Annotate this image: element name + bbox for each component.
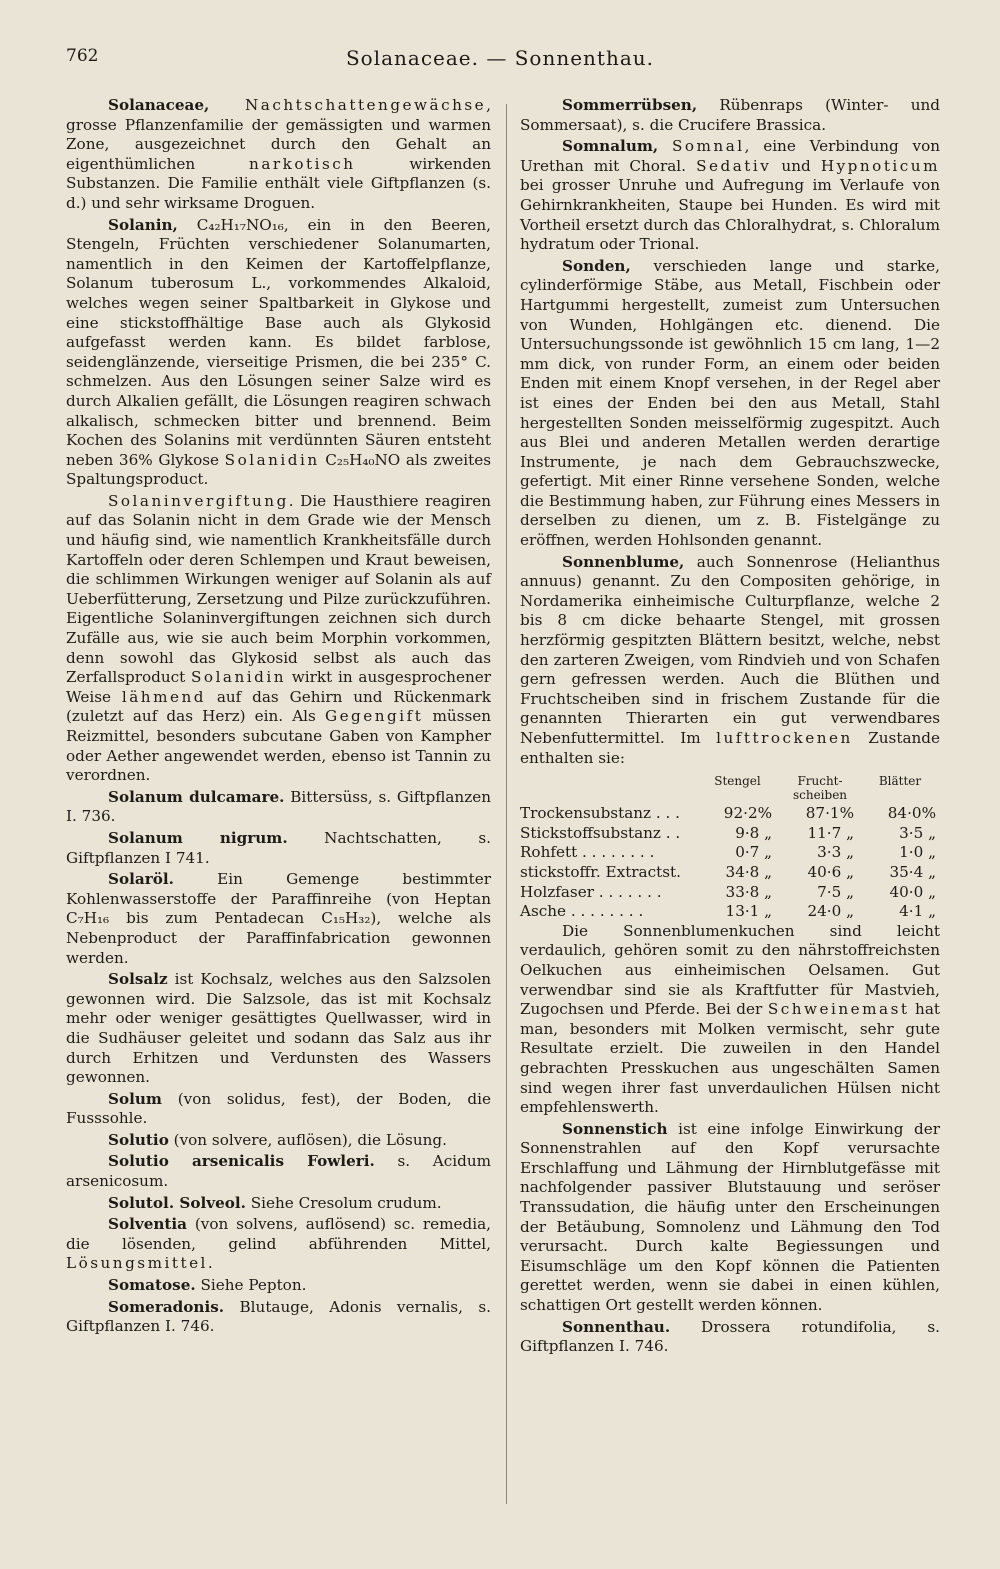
table-cell: 1·0 „	[899, 843, 936, 862]
entry-headword: Solsalz	[108, 970, 168, 989]
entry-text: Nachtschatten, s. Giftpflanzen I 741.	[66, 828, 491, 867]
table-cell: 40·6 „	[807, 862, 854, 881]
table-cell: 40·0 „	[889, 882, 936, 901]
entry-text: Zustande enthalten sie:	[520, 729, 941, 767]
dictionary-entry	[520, 96, 940, 135]
emphasized-text: Schweinemast	[767, 1000, 910, 1019]
emphasized-text: Lösungsmittel	[66, 1254, 208, 1273]
dictionary-entry	[66, 1090, 491, 1129]
emphasized-text: narkotisch	[249, 154, 356, 173]
dictionary-entry	[66, 1131, 491, 1151]
entry-text: Drossera rotundifolia, s. Giftpflanzen I. 746.	[520, 1317, 940, 1356]
entry-text: . Die Hausthiere reagiren auf das Solanin nicht in dem Grade wie der Mensch und häufig sind, wie namentlich Krankheitsfälle durch Kartoffeln oder deren Schlempen und Kraut beweisen, die schlimmen Wirkungen weniger auf Solanin als auf Ueberfütterung, Zersetzung und Pilze zurückzuführen. Eigentliche Solaninvergiftungen zeichnen sich durch Zufälle aus, wie sie auch beim Morphin vorkommen, denn sowohl das Glykosid selbst als auch das Zerfallsproduct	[66, 491, 491, 687]
table-row-label: stickstoffr. Extractst.	[520, 862, 681, 881]
entry-text	[658, 137, 672, 155]
entry-text: Die Sonnenblumenkuchen sind leicht verdaulich, gehören somit zu den nährstoffreichsten Oelkuchen aus einheimischen Oelsamen. Gut verwendbar sind sie als Kraftfutter für Mastvieh, Zugochsen und Pferde. Bei der	[520, 921, 940, 1019]
entry-headword: Sonnenthau.	[562, 1317, 671, 1336]
entry-text: und	[771, 156, 821, 175]
table-cell: 3·3 „	[817, 843, 854, 862]
entry-headword: Solanum dulcamare.	[108, 787, 285, 806]
entry-text: Siehe Pepton.	[195, 1276, 307, 1295]
running-title: Solanaceae. — Sonnenthau.	[345, 46, 655, 70]
dictionary-entry	[520, 257, 940, 551]
table-cell: 11·7 „	[807, 823, 854, 842]
table-row	[520, 824, 940, 844]
entry-headword: Solutol. Solveol.	[108, 1193, 246, 1212]
table-cell: 4·1 „	[899, 902, 936, 921]
entry-headword: Solutio arsenicalis Fowleri.	[108, 1152, 375, 1171]
dictionary-entry	[520, 1120, 940, 1316]
table-cell: 24·0 „	[807, 902, 854, 921]
table-cell: 13·1 „	[725, 902, 773, 921]
entry-headword: Solanum nigrum.	[108, 828, 288, 847]
table-column-header: Blätter	[878, 774, 922, 789]
left-column	[66, 96, 491, 1339]
right-column-bottom	[520, 922, 940, 1357]
entry-text	[209, 96, 245, 114]
entry-headword: Somnalum,	[562, 137, 659, 156]
table-row	[520, 902, 940, 922]
emphasized-text: lufttrockenen	[716, 729, 853, 747]
table-cell: 9·8 „	[735, 823, 773, 842]
emphasized-text: Hypnoticum	[820, 156, 940, 175]
entry-headword: Sonden,	[562, 256, 631, 275]
table-cell: 84·0%	[887, 804, 936, 823]
entry-headword: Sonnenblume,	[562, 552, 685, 571]
dictionary-entry	[66, 788, 491, 827]
dictionary-entry	[66, 1298, 491, 1337]
emphasized-text: Gegengift	[324, 707, 424, 726]
entry-text: auf das Gehirn und Rückenmark (zuletzt auf das Herz) ein. Als	[66, 687, 492, 726]
table-cell: 7·5 „	[817, 882, 854, 901]
dictionary-entry	[66, 1194, 491, 1214]
dictionary-entry	[66, 1215, 491, 1274]
dictionary-entry	[66, 216, 491, 490]
table-column-header: Stengel	[714, 774, 761, 789]
running-head	[66, 46, 934, 76]
entry-text: Ein Gemenge bestimmter Kohlenwasserstoffe der Paraffinreihe (von Heptan C₇H₁₆ bis zum Pentadecan C₁₅H₃₂), welche als Nebenproduct der Paraffinfabrication gewonnen werden.	[66, 870, 491, 967]
dictionary-entry	[66, 1276, 491, 1296]
table-header-spacer	[535, 774, 695, 802]
emphasized-text: Nachtschattengewächse	[244, 96, 487, 114]
table-cell: 35·4 „	[889, 862, 936, 881]
entry-headword: Solanin,	[108, 215, 178, 234]
table-cell: 87·1%	[805, 804, 854, 823]
entry-text: , grosse Pflanzenfamilie der gemässigten und warmen Zone, ausgezeichnet durch den Gehalt an eigenthümlichen	[66, 96, 491, 173]
entry-text: verschieden lange und starke, cylinderförmige Stäbe, aus Metall, Fischbein oder Hartgummi hergestellt, zumeist zum Untersuchen von Wunden, Hohlgängen etc. dienend. Die Untersuchungssonde ist gewöhnlich 15 cm lang, 1—2 mm dick, von runder Form, an einem oder beiden Enden mit einem Knopf versehen, in der Regel aber ist eines der Enden bei den aus Metall, Stahl hergestellten Sonden meisselförmig zugespitzt. Auch aus Blei und anderen Metallen werden derartige Instrumente, je nach dem Gebrauchszwecke, gefertigt. Mit einer Rinne versehene Sonden, welche die Bestimmung haben, zur Führung eines Messers in derselben zu dienen, um z. B. Fistelgänge zu eröffnen, werden Hohlsonden genannt.	[520, 256, 940, 550]
emphasized-text: Solanidin	[224, 450, 320, 469]
entry-text: (von solvens, auflösend) sc. remedia, die lösenden, gelind abführenden Mittel,	[66, 1215, 491, 1253]
entry-text: wirkt in ausgesprochener Weise	[66, 668, 491, 706]
dictionary-entry	[520, 553, 940, 769]
table-row-label: Holzfaser . . . . . . .	[520, 882, 662, 901]
table-row	[520, 863, 940, 883]
table-row-label: Rohfett . . . . . . . .	[520, 843, 655, 862]
dictionary-entry	[520, 922, 940, 1118]
entry-headword: Sommerrübsen,	[562, 96, 698, 114]
table-row-label: Asche . . . . . . . .	[520, 902, 644, 921]
entry-headword: Solaröl.	[108, 870, 174, 889]
entry-text: bei grosser Unruhe und Aufregung im Verlaufe von Gehirnkrankheiten, Staupe bei Hunden. Es wird mit Vortheil ersetzt durch das Chloralhydrat, s. Chloralum hydratum oder Trional.	[520, 176, 940, 254]
entry-text: (von solvere, auflösen), die Lösung.	[168, 1130, 447, 1149]
table-cell: 34·8 „	[725, 862, 773, 881]
emphasized-text: lähmend	[121, 687, 206, 706]
table-cell: 0·7 „	[735, 843, 773, 862]
dictionary-entry	[66, 1152, 491, 1191]
emphasized-text: Solaninvergiftung	[108, 491, 289, 510]
entry-text: .	[207, 1254, 213, 1273]
entry-text: hat man, besonders mit Molken vermischt, sehr gute Resultate erzielt. Die zuweilen in den Handel gebrachten Presskuchen aus ungeschälten Samen sind wegen ihrer fast unverdaulichen Hülsen nicht empfehlenswerth.	[520, 1000, 940, 1117]
dictionary-entry	[66, 96, 491, 214]
dictionary-entry	[520, 1318, 940, 1357]
entry-text: Blutauge, Adonis vernalis, s. Giftpflanzen I. 746.	[66, 1297, 491, 1336]
emphasized-text: Sedativ	[696, 156, 772, 175]
table-row-label: Stickstoffsubstanz . .	[520, 823, 681, 842]
entry-headword: Solanaceae,	[108, 96, 210, 114]
right-column	[520, 96, 940, 1359]
composition-table	[520, 804, 940, 922]
entry-headword: Sonnenstich	[562, 1119, 668, 1138]
entry-text: (von solidus, fest), der Boden, die Fusssohle.	[66, 1089, 491, 1128]
dictionary-entry	[66, 970, 491, 1088]
table-cell: 3·5 „	[899, 823, 936, 842]
table-row	[520, 843, 940, 863]
entry-headword: Someradonis.	[108, 1297, 225, 1316]
entry-text: ist Kochsalz, welches aus den Salzsolen gewonnen wird. Die Salzsole, das ist mit Kochsalz mehr oder weniger gesättigtes Quellwasser, wird in die Sudhäuser geleitet und sodann das Salz aus ihr durch Erhitzen und Verdunsten des Wassers gewonnen.	[66, 970, 491, 1087]
entry-headword: Solum	[108, 1089, 162, 1108]
right-column-top	[520, 96, 940, 768]
entry-text: s. Acidum arsenicosum.	[66, 1152, 492, 1191]
column-divider	[506, 104, 507, 1504]
entry-text: Rübenraps (Winter- und Sommersaat), s. die Crucifere Brassica.	[520, 96, 940, 134]
entry-text: C₄₂H₁₇NO₁₆, ein in den Beeren, Stengeln, Früchten verschiedener Solanumarten, namentlich in den Keimen der Kartoffelpflanze, Solanum tuberosum L., vorkommendes Alkaloid, welches wegen seiner Spaltbarkeit in Glykose und eine stickstoffhältige Base auch als Glykosid aufgefasst werden kann. Es bildet farblose, seidenglänzende, vierseitige Prismen, die bei 235° C. schmelzen. Aus den Lösungen seiner Salze wird es durch Alkalien gefällt, die Lösungen reagiren schwach alkalisch, schmecken bitter und brennend. Beim Kochen des Solanins mit verdünnten Säuren entsteht neben 36% Glykose	[66, 215, 491, 469]
entry-text: müssen Reizmittel, besonders subcutane Gaben von Kampher oder Aether angewendet werden, ebenso ist Tannin zu verordnen.	[66, 707, 492, 785]
table-cell: 33·8 „	[725, 882, 773, 901]
entry-text: Bittersüss, s. Giftpflanzen I. 736.	[66, 787, 491, 826]
emphasized-text: Somnal	[671, 137, 745, 156]
composition-table-block	[520, 774, 940, 922]
entry-text: , eine Verbindung von Urethan mit Choral.	[520, 137, 941, 175]
page-number: 762	[66, 46, 99, 66]
entry-text: C₂₅H₄₀NO als zweites Spaltungsproduct.	[66, 450, 491, 489]
entry-text: ist eine infolge Einwirkung der Sonnenstrahlen auf den Kopf verursachte Erschlaffung und Lähmung der Hirnblutgefässe mit nachfolgender passiver Blutstauung und seröser Transsudation, die häufig unter den Erscheinungen der Betäubung, Somnolenz und Lähmung den Tod verursacht. Durch kalte Begiessungen und Eisumschläge um den Kopf können die Patienten gerettet werden, wenn sie dabei in einen kühlen, schattigen Ort gestellt werden können.	[520, 1119, 940, 1315]
entry-headword: Somatose.	[108, 1276, 196, 1295]
entry-headword: Solventia	[108, 1215, 188, 1234]
dictionary-entry	[66, 870, 491, 968]
emphasized-text: Solanidin	[191, 668, 286, 687]
entry-headword: Solutio	[108, 1130, 169, 1149]
entry-text: auch Sonnenrose (Helianthus annuus) genannt. Zu den Compositen gehörige, in Nordamerika einheimische Culturpflanze, welche 2 bis 8 cm dicke behaarte Stengel, mit grossen herzförmig gespitzten Blättern besitzt, welche, nebst den zarteren Zweigen, vom Rindvieh und von Schafen gern gefressen werden. Auch die Blüthen und Fruchtscheiben sind in frischem Zustande für die genannten Thierarten ein gut verwendbares Nebenfuttermittel. Im	[520, 552, 940, 747]
table-row-label: Trockensubstanz . . .	[520, 804, 681, 823]
dictionary-entry	[520, 137, 940, 255]
table-row	[520, 883, 940, 903]
entry-text: Siehe Cresolum crudum.	[245, 1193, 442, 1212]
table-column-header: Frucht-scheiben	[792, 774, 848, 803]
table-cell: 92·2%	[723, 804, 773, 823]
dictionary-entry	[66, 492, 491, 786]
table-row	[520, 804, 940, 824]
table-header-row	[520, 774, 940, 802]
dictionary-entry	[66, 829, 491, 868]
entry-text: wirkenden Substanzen. Die Familie enthält viele Giftpflanzen (s. d.) und sehr wirksame Droguen.	[66, 154, 491, 212]
